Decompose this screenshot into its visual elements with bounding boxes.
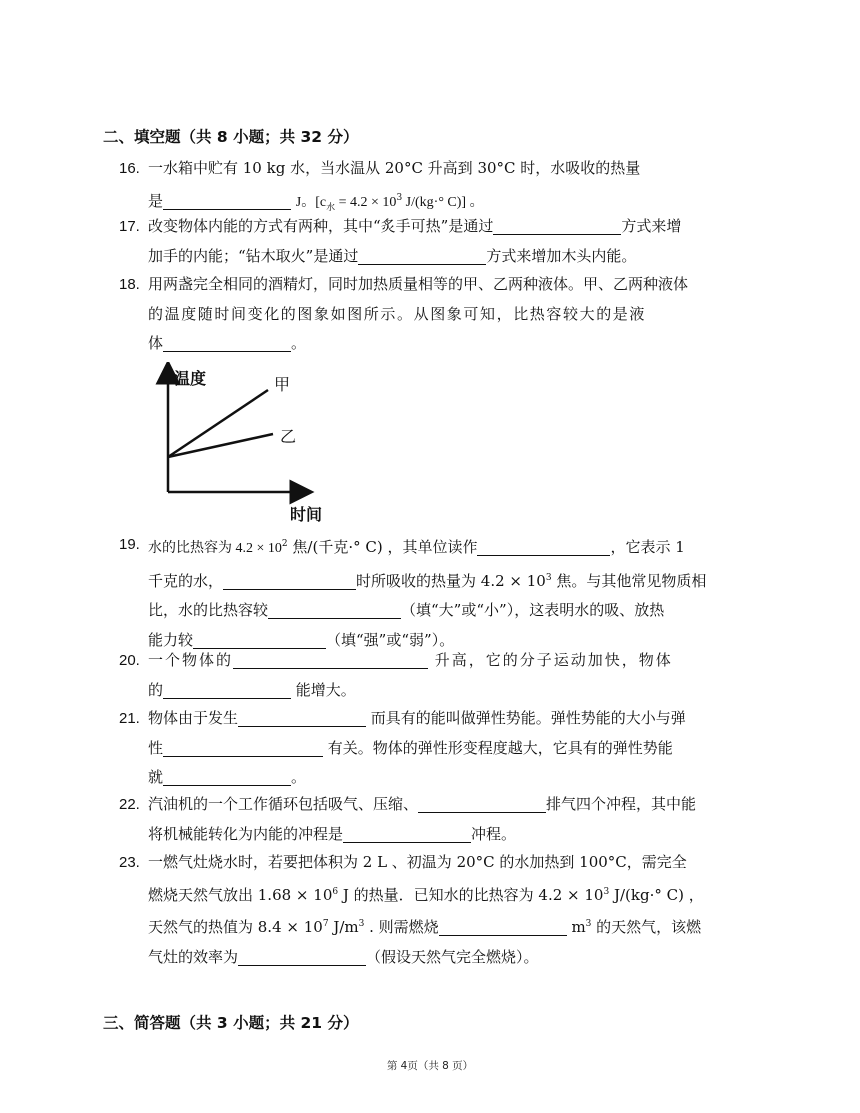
section-title-short-answer: 三、简答题（共 3 小题；共 21 分） [103, 1014, 359, 1032]
question-text: J 的热量．已知水的比热容为 4.2 × 10 [338, 885, 604, 904]
answer-blank[interactable] [477, 537, 610, 556]
question-text: 焦。与其他常见物质相 [551, 571, 707, 590]
question-text: 而具有的能叫做弹性势能。弹性势能的大小与弹 [370, 709, 686, 727]
question-text: 的温度随时间变化的图象如图所示。从图象可知，比热容较大的是液 [148, 304, 647, 323]
question-19 [119, 530, 761, 655]
question-23 [119, 848, 761, 972]
question-line [148, 154, 761, 184]
question-text: 升高，它的分子运动加快，物体 [434, 651, 673, 669]
answer-blank[interactable] [238, 947, 366, 966]
question-text: 燃烧天然气放出 1.68 × 10 [148, 885, 333, 904]
question-line [148, 734, 761, 764]
question-number: 17. [119, 218, 140, 235]
answer-blank[interactable] [163, 738, 323, 757]
question-text: （填“大”或“小”），这表明水的吸、放热 [401, 601, 665, 619]
question-text: 天然气的热值为 8.4 × 10 [148, 918, 323, 936]
question-line [148, 676, 761, 706]
question-number: 18. [119, 276, 140, 293]
question-text: 焦/(千克·° C) ，其单位读作 [287, 538, 478, 556]
question-text: J/m [328, 918, 359, 936]
question-text: 气灶的效率为 [148, 947, 239, 966]
question-text: 一燃气灶烧水时，若要把体积为 2 L 、初温为 20°C 的水加热到 100°C，需完全 [148, 853, 687, 871]
question-text: 水的比热容为 4.2 × 10 [148, 541, 282, 556]
question-number: 22. [119, 796, 140, 813]
question-number: 16. [119, 160, 140, 177]
graph-svg [150, 362, 340, 530]
question-text: J/(kg·° C) ， [609, 885, 704, 904]
question-line [148, 242, 761, 272]
question-22 [119, 790, 761, 849]
question-text: 比，水的比热容较 [148, 601, 269, 619]
superscript: 6 [332, 886, 339, 897]
x-axis-label: 时间 [290, 505, 323, 524]
question-line [148, 300, 761, 330]
question-text: 用两盏完全相同的酒精灯，同时加热质量相等的甲、乙两种液体。甲、乙两种液体 [148, 275, 689, 293]
question-text: 就 [148, 768, 164, 786]
question-20 [119, 646, 761, 705]
question-text: . 则需燃烧 [364, 918, 439, 936]
superscript: 3 [545, 572, 552, 583]
question-line [148, 212, 761, 242]
question-line [148, 763, 761, 793]
answer-blank[interactable] [163, 680, 291, 699]
superscript: 2 [281, 539, 288, 549]
temperature-time-graph [150, 362, 340, 530]
section-title-fill-in: 二、填空题（共 8 小题；共 32 分） [103, 128, 359, 146]
question-17 [119, 212, 761, 271]
question-text: 的 [148, 680, 164, 699]
series-label-yi: 乙 [280, 427, 297, 446]
question-line [148, 848, 761, 878]
answer-blank[interactable] [268, 600, 401, 619]
page-footer: 第 4页（共 8 页） [386, 1060, 474, 1072]
question-text: m [566, 918, 586, 936]
question-text: 。 [291, 768, 307, 786]
question-line [148, 910, 761, 943]
question-text: 能增大。 [295, 680, 356, 699]
superscript: 3 [603, 886, 610, 897]
question-21 [119, 704, 761, 793]
question-text: 体 [148, 334, 164, 352]
question-text: 千克的水， [148, 571, 224, 590]
question-line [148, 943, 761, 973]
question-text: 一水箱中贮有 10 kg 水，当水温从 20°C 升高到 30°C 时，水吸收的热量 [148, 159, 641, 177]
question-text: J/(kg·° C)] 。 [402, 194, 484, 210]
question-text: 一个物体的 [148, 651, 234, 669]
superscript: 3 [585, 919, 592, 929]
question-line [148, 530, 761, 564]
question-text: 方式来增 [621, 217, 682, 235]
question-text: 性 [148, 738, 164, 757]
answer-blank[interactable] [358, 246, 486, 265]
series-label-jia: 甲 [274, 375, 291, 394]
answer-blank[interactable] [418, 794, 546, 813]
question-text: 有关。物体的弹性形变程度越大，它具有的弹性势能 [327, 738, 673, 757]
question-text: 将机械能转化为内能的冲程是 [148, 824, 344, 843]
question-text: 冲程。 [471, 824, 517, 843]
subscript: 水 [326, 202, 336, 213]
question-18 [119, 270, 761, 359]
question-line [148, 704, 761, 734]
answer-blank[interactable] [223, 571, 356, 590]
question-text: （填“强”或“弱”）。 [326, 630, 455, 649]
y-axis-label: 温度 [174, 369, 207, 388]
question-text: 方式来增加木头内能。 [486, 246, 637, 265]
question-line [148, 646, 761, 676]
question-text: = 4.2 × 10 [335, 194, 397, 210]
question-number: 19. [119, 536, 140, 553]
question-number: 20. [119, 652, 140, 669]
question-text: 时所吸收的热量为 4.2 × 10 [356, 571, 546, 590]
superscript: 3 [358, 919, 365, 929]
question-number: 21. [119, 710, 140, 727]
answer-blank[interactable] [439, 917, 567, 936]
question-number: 23. [119, 854, 140, 871]
question-text: J。[c [295, 194, 327, 210]
question-text: 能力较 [148, 630, 194, 649]
question-text: 加手的内能；“钻木取火”是通过 [148, 246, 359, 265]
superscript: 7 [322, 919, 329, 929]
answer-blank[interactable] [238, 708, 366, 727]
answer-blank[interactable] [233, 650, 428, 669]
question-text: 排气四个冲程，其中能 [546, 795, 697, 813]
question-line [148, 270, 761, 300]
question-line [148, 564, 761, 597]
question-text: （假设天然气完全燃烧）。 [366, 947, 539, 966]
superscript: 3 [396, 192, 403, 203]
answer-blank[interactable] [343, 824, 471, 843]
question-text: ，它表示 1 [610, 538, 685, 556]
question-line [148, 790, 761, 820]
answer-blank[interactable] [163, 767, 291, 786]
question-line [148, 329, 761, 359]
answer-blank[interactable] [163, 333, 291, 352]
question-line [148, 820, 761, 850]
question-text: 是 [148, 191, 164, 210]
question-line [148, 878, 761, 911]
question-text: 。 [291, 334, 307, 352]
question-text: 物体由于发生 [148, 709, 239, 727]
question-text: 汽油机的一个工作循环包括吸气、压缩、 [148, 795, 419, 813]
question-text: 改变物体内能的方式有两种，其中“炙手可热”是通过 [148, 217, 494, 235]
answer-blank[interactable] [493, 216, 621, 235]
question-line [148, 596, 761, 626]
question-text: 的天然气，该燃 [591, 918, 702, 936]
answer-blank[interactable] [163, 191, 291, 210]
